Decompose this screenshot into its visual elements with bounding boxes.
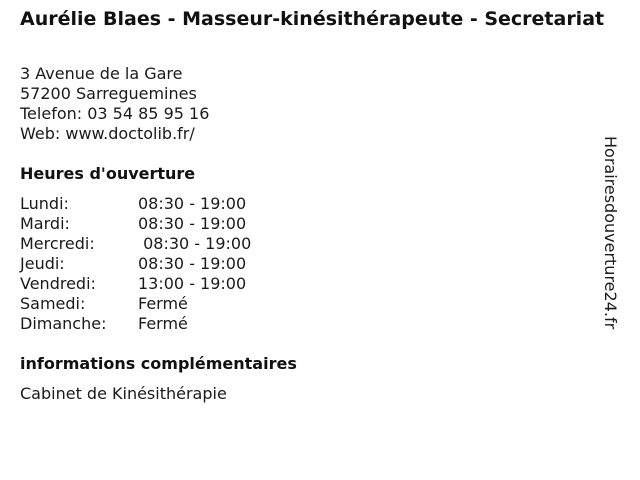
day-label: Jeudi: [20,254,65,273]
day-label: Mardi: [20,214,70,233]
site-watermark: Horairesdouverture24.fr [601,136,620,330]
day-hours: 08:30 - 19:00 [138,234,252,253]
day-label: Lundi: [20,194,69,213]
website-link[interactable]: Web: www.doctolib.fr/ [20,124,195,143]
hours-row-saturday [20,294,251,314]
hours-row-monday [20,194,251,214]
day-hours: 08:30 - 19:00 [138,194,247,213]
day-hours: 13:00 - 19:00 [138,274,247,293]
phone-number: Telefon: 03 54 85 95 16 [20,104,210,123]
additional-info-text: Cabinet de Kinésithérapie [20,384,227,403]
hours-row-tuesday [20,214,251,234]
day-hours: Fermé [138,314,188,333]
day-label: Samedi: [20,294,86,313]
city-address: 57200 Sarreguemines [20,84,197,103]
day-hours: 08:30 - 19:00 [138,214,247,233]
hours-row-friday [20,274,251,294]
opening-hours-heading: Heures d'ouverture [20,164,196,183]
day-hours: Fermé [138,294,188,313]
hours-row-thursday [20,254,251,274]
hours-row-sunday [20,314,251,334]
contact-block [20,64,209,144]
day-label: Mercredi: [20,234,95,253]
day-label: Vendredi: [20,274,96,293]
street-address: 3 Avenue de la Gare [20,64,183,83]
additional-info-heading: informations complémentaires [20,354,297,373]
page-title: Aurélie Blaes - Masseur-kinésithérapeute - Secretariat [20,8,605,30]
hours-row-wednesday [20,234,251,254]
day-hours: 08:30 - 19:00 [138,254,247,273]
opening-hours-list [20,194,251,334]
day-label: Dimanche: [20,314,107,333]
